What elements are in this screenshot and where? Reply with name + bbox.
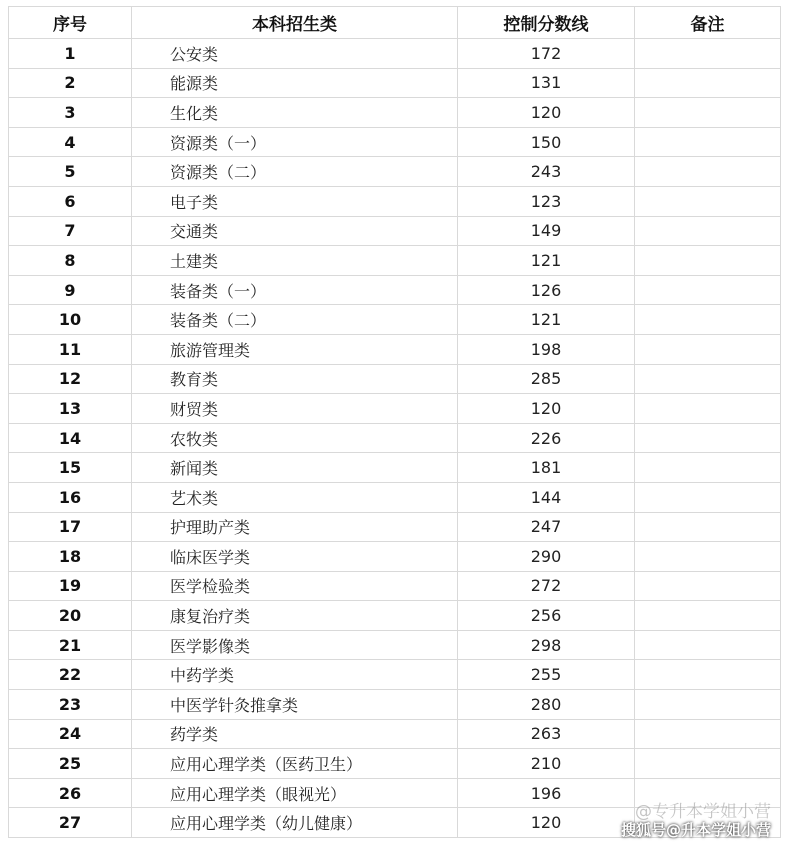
row-score: 123 bbox=[458, 186, 635, 216]
row-category: 临床医学类 bbox=[132, 542, 458, 572]
row-score: 121 bbox=[458, 305, 635, 335]
row-note bbox=[635, 364, 781, 394]
row-index: 23 bbox=[9, 690, 132, 720]
table-row bbox=[9, 601, 781, 631]
row-score: 256 bbox=[458, 601, 635, 631]
row-note bbox=[635, 39, 781, 69]
row-category: 旅游管理类 bbox=[132, 334, 458, 364]
row-category: 财贸类 bbox=[132, 394, 458, 424]
row-score: 121 bbox=[458, 246, 635, 276]
row-index: 8 bbox=[9, 246, 132, 276]
row-note bbox=[635, 512, 781, 542]
row-index: 21 bbox=[9, 630, 132, 660]
table-row bbox=[9, 571, 781, 601]
row-score: 144 bbox=[458, 482, 635, 512]
row-index: 17 bbox=[9, 512, 132, 542]
table-row bbox=[9, 719, 781, 749]
row-category: 交通类 bbox=[132, 216, 458, 246]
row-note bbox=[635, 68, 781, 98]
table-row bbox=[9, 482, 781, 512]
row-note bbox=[635, 423, 781, 453]
row-score: 120 bbox=[458, 808, 635, 838]
row-category: 能源类 bbox=[132, 68, 458, 98]
table-row bbox=[9, 749, 781, 779]
row-category: 土建类 bbox=[132, 246, 458, 276]
row-note bbox=[635, 542, 781, 572]
score-table-container bbox=[8, 6, 780, 838]
table-row bbox=[9, 423, 781, 453]
row-score: 181 bbox=[458, 453, 635, 483]
header-row bbox=[9, 7, 781, 39]
table-row bbox=[9, 512, 781, 542]
row-category: 生化类 bbox=[132, 98, 458, 128]
row-score: 280 bbox=[458, 690, 635, 720]
table-row bbox=[9, 394, 781, 424]
row-index: 3 bbox=[9, 98, 132, 128]
row-index: 12 bbox=[9, 364, 132, 394]
row-score: 172 bbox=[458, 39, 635, 69]
row-category: 医学影像类 bbox=[132, 630, 458, 660]
header-index: 序号 bbox=[9, 7, 132, 39]
table-row bbox=[9, 690, 781, 720]
row-note bbox=[635, 630, 781, 660]
row-category: 资源类（二） bbox=[132, 157, 458, 187]
row-category: 护理助产类 bbox=[132, 512, 458, 542]
row-index: 18 bbox=[9, 542, 132, 572]
row-category: 装备类（一） bbox=[132, 275, 458, 305]
row-score: 243 bbox=[458, 157, 635, 187]
row-category: 应用心理学类（医药卫生） bbox=[132, 749, 458, 779]
row-score: 149 bbox=[458, 216, 635, 246]
row-index: 10 bbox=[9, 305, 132, 335]
header-category: 本科招生类 bbox=[132, 7, 458, 39]
row-category: 康复治疗类 bbox=[132, 601, 458, 631]
row-score: 150 bbox=[458, 127, 635, 157]
row-score: 263 bbox=[458, 719, 635, 749]
table-row bbox=[9, 453, 781, 483]
table-row bbox=[9, 275, 781, 305]
table-row bbox=[9, 246, 781, 276]
table-row bbox=[9, 778, 781, 808]
row-score: 272 bbox=[458, 571, 635, 601]
row-score: 290 bbox=[458, 542, 635, 572]
row-category: 新闻类 bbox=[132, 453, 458, 483]
row-note bbox=[635, 216, 781, 246]
table-body bbox=[9, 39, 781, 838]
row-note bbox=[635, 719, 781, 749]
row-index: 16 bbox=[9, 482, 132, 512]
row-note bbox=[635, 334, 781, 364]
row-score: 120 bbox=[458, 394, 635, 424]
row-note bbox=[635, 778, 781, 808]
row-category: 应用心理学类（幼儿健康） bbox=[132, 808, 458, 838]
table-header bbox=[9, 7, 781, 39]
row-note bbox=[635, 127, 781, 157]
row-note bbox=[635, 157, 781, 187]
row-index: 14 bbox=[9, 423, 132, 453]
row-note bbox=[635, 186, 781, 216]
row-score: 298 bbox=[458, 630, 635, 660]
row-score: 226 bbox=[458, 423, 635, 453]
row-category: 装备类（二） bbox=[132, 305, 458, 335]
header-note: 备注 bbox=[635, 7, 781, 39]
table-row bbox=[9, 39, 781, 69]
table-row bbox=[9, 542, 781, 572]
row-category: 中医学针灸推拿类 bbox=[132, 690, 458, 720]
row-index: 22 bbox=[9, 660, 132, 690]
row-score: 120 bbox=[458, 98, 635, 128]
row-category: 电子类 bbox=[132, 186, 458, 216]
table-row bbox=[9, 630, 781, 660]
row-score: 131 bbox=[458, 68, 635, 98]
row-index: 7 bbox=[9, 216, 132, 246]
row-category: 应用心理学类（眼视光） bbox=[132, 778, 458, 808]
row-note bbox=[635, 571, 781, 601]
row-category: 艺术类 bbox=[132, 482, 458, 512]
table-row bbox=[9, 808, 781, 838]
table-row bbox=[9, 157, 781, 187]
table-row bbox=[9, 98, 781, 128]
table-row bbox=[9, 68, 781, 98]
row-note bbox=[635, 394, 781, 424]
row-index: 25 bbox=[9, 749, 132, 779]
watermark-line-2: 搜狐号@升本学姐小营 bbox=[620, 821, 771, 839]
table-row bbox=[9, 186, 781, 216]
row-category: 医学检验类 bbox=[132, 571, 458, 601]
watermark-line-1: @专升本学姐小营 bbox=[635, 802, 771, 822]
row-category: 农牧类 bbox=[132, 423, 458, 453]
row-index: 15 bbox=[9, 453, 132, 483]
row-category: 教育类 bbox=[132, 364, 458, 394]
row-index: 9 bbox=[9, 275, 132, 305]
row-note bbox=[635, 98, 781, 128]
row-index: 24 bbox=[9, 719, 132, 749]
row-index: 1 bbox=[9, 39, 132, 69]
row-category: 药学类 bbox=[132, 719, 458, 749]
table-row bbox=[9, 305, 781, 335]
row-category: 中药学类 bbox=[132, 660, 458, 690]
row-index: 4 bbox=[9, 127, 132, 157]
table-row bbox=[9, 660, 781, 690]
row-note bbox=[635, 305, 781, 335]
row-score: 126 bbox=[458, 275, 635, 305]
row-score: 247 bbox=[458, 512, 635, 542]
row-score: 285 bbox=[458, 364, 635, 394]
row-category: 公安类 bbox=[132, 39, 458, 69]
row-note bbox=[635, 690, 781, 720]
row-note bbox=[635, 749, 781, 779]
row-index: 13 bbox=[9, 394, 132, 424]
row-index: 26 bbox=[9, 778, 132, 808]
row-note bbox=[635, 601, 781, 631]
table-row bbox=[9, 334, 781, 364]
row-note bbox=[635, 482, 781, 512]
row-note bbox=[635, 808, 781, 838]
row-index: 2 bbox=[9, 68, 132, 98]
row-index: 19 bbox=[9, 571, 132, 601]
row-index: 6 bbox=[9, 186, 132, 216]
table-row bbox=[9, 127, 781, 157]
row-score: 210 bbox=[458, 749, 635, 779]
row-note bbox=[635, 275, 781, 305]
row-note bbox=[635, 246, 781, 276]
row-score: 196 bbox=[458, 778, 635, 808]
header-score: 控制分数线 bbox=[458, 7, 635, 39]
row-index: 20 bbox=[9, 601, 132, 631]
row-index: 11 bbox=[9, 334, 132, 364]
row-index: 27 bbox=[9, 808, 132, 838]
row-note bbox=[635, 660, 781, 690]
score-table bbox=[8, 6, 781, 838]
row-note bbox=[635, 453, 781, 483]
row-index: 5 bbox=[9, 157, 132, 187]
row-score: 255 bbox=[458, 660, 635, 690]
table-row bbox=[9, 216, 781, 246]
row-score: 198 bbox=[458, 334, 635, 364]
table-row bbox=[9, 364, 781, 394]
row-category: 资源类（一） bbox=[132, 127, 458, 157]
